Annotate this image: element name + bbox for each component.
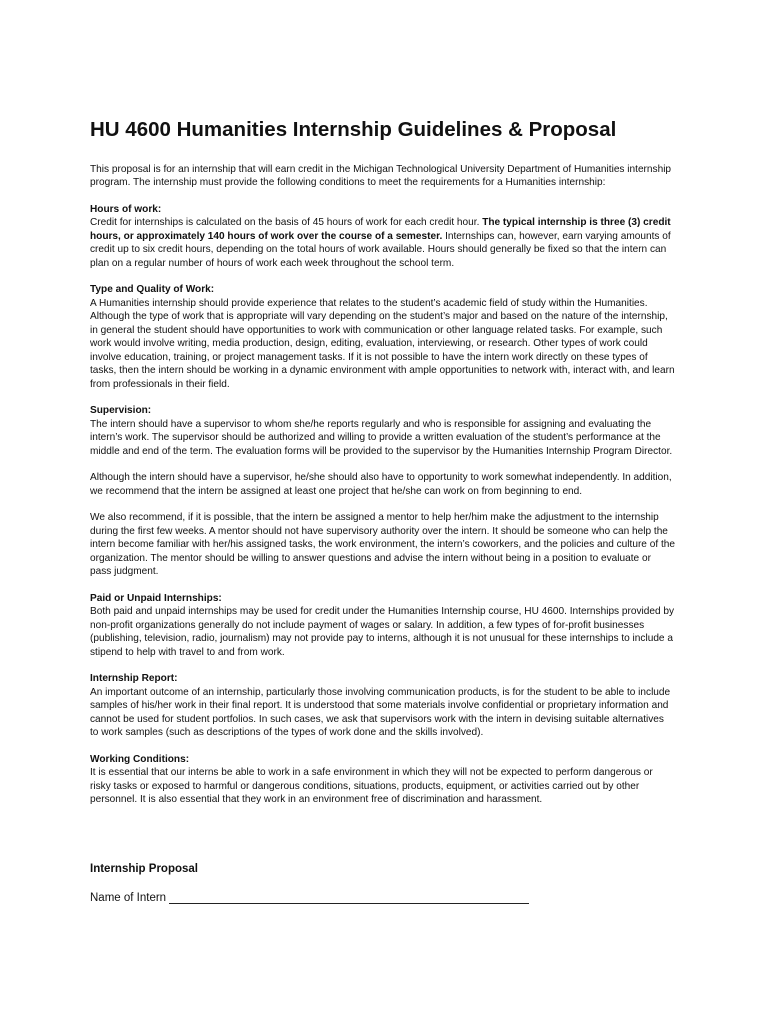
report-section [90, 672, 675, 740]
report-text: An important outcome of an internship, particularly those involving communication products, is for the student to be able to include samples of his/her work in their final report. It is understood that some materials involve confidential or proprietary information and cannot be used for student portfolios. In such cases, we ask that supervisors work with the intern in devising suitable alternatives to work samples (such as descriptions of the types of work done and the skills involved). [90, 686, 671, 739]
hours-section [90, 203, 675, 271]
supervision-paragraph-2: Although the intern should have a supervisor, he/she should also have to opportunity to work somewhat independently. In addition, we recommend that the intern be assigned at least one project that he/she can work on from beginning to end. [90, 472, 672, 497]
hours-text-bold: The typical internship is three (3) credit hours, or approximately 140 hours of work over the course of a semester. [90, 217, 671, 242]
conditions-text: It is essential that our interns be able to work in a safe environment in which they will not be expected to perform dangerous or risky tasks or exposed to harmful or dangerous conditions, situations, products, equipment, or activities carried out by other personnel. It is also essential that they work in an environment free of discrimination and harassment. [90, 767, 653, 806]
report-heading: Internship Report: [90, 673, 178, 685]
name-of-intern-row [90, 891, 675, 904]
conditions-heading: Working Conditions: [90, 753, 190, 765]
hours-heading: Hours of work: [90, 203, 162, 215]
page-title: HU 4600 Humanities Internship Guidelines & Proposal [90, 118, 617, 141]
intro-paragraph: This proposal is for an internship that will earn credit in the Michigan Technological University Department of Humanities internship program. The internship must provide the following conditions to meet the requirements for a Humanities internship: [90, 163, 672, 189]
paid-section [90, 592, 675, 660]
name-of-intern-label: Name of Intern [90, 891, 167, 904]
supervision-paragraph-3: We also recommend, if it is possible, that the intern be assigned a mentor to help her/him make the adjustment to the internship during the first few weeks. A mentor should not have supervisory authority over the intern. It should be someone who can help the intern become familiar with her/his assigned tasks, the work environment, the intern’s coworkers, and the policies and culture of the organization. The mentor should be willing to answer questions and advise the intern without being in a position to evaluate or pass judgment. [90, 512, 675, 578]
hours-text-before: Credit for internships is calculated on the basis of 45 hours of work for each credit hour. [90, 217, 483, 229]
paid-text: Both paid and unpaid internships may be used for credit under the Humanities Internship course, HU 4600. Internships provided by non-profit organizations generally do not include payment of wages or salary. In addition, a few types of for-profit businesses (publishing, television, radio, journalism) may not provide pay to interns, although it is not unusual for these internships to include a stipend to help with travel to and from work. [90, 606, 675, 658]
proposal-heading: Internship Proposal [90, 862, 198, 875]
hours-text-after: Internships can, however, earn varying amounts of credit up to six credit hours, depending on the total hours of work available. Hours should generally be fixed so that the intern can plan on a regular number of hours of work each week throughout the school term. [90, 230, 671, 269]
type-quality-heading: Type and Quality of Work: [90, 284, 215, 296]
conditions-section [90, 753, 675, 807]
supervision-heading: Supervision: [90, 405, 152, 417]
type-quality-section [90, 283, 675, 391]
name-of-intern-field[interactable] [169, 891, 529, 904]
supervision-section [90, 404, 675, 458]
document-content [90, 118, 675, 904]
type-quality-text: A Humanities internship should provide experience that relates to the student’s academic field of study within the Humanities. Although the type of work that is appropriate will vary depending on the student’s major and based on the nature of the internship, in general the student should have opportunities to work with communication or other language related tasks. For example, such work would involve writing, media production, design, editing, evaluation, interviewing, or research. Other types of work could involve education, training, or project management tasks. If it is not possible to have the intern work directly on these types of tasks, then the intern should be working in a dynamic environment with ample opportunities to network with, interact with, and learn from professionals in their field. [90, 297, 675, 390]
paid-heading: Paid or Unpaid Internships: [90, 592, 222, 604]
supervision-text: The intern should have a supervisor to whom she/he reports regularly and who is responsible for assigning and evaluating the intern’s work. The supervisor should be authorized and willing to provide a written evaluation of the student’s performance at the middle and end of the term. The evaluation forms will be provided to the supervisor by the Humanities Internship Program Director. [90, 418, 673, 457]
